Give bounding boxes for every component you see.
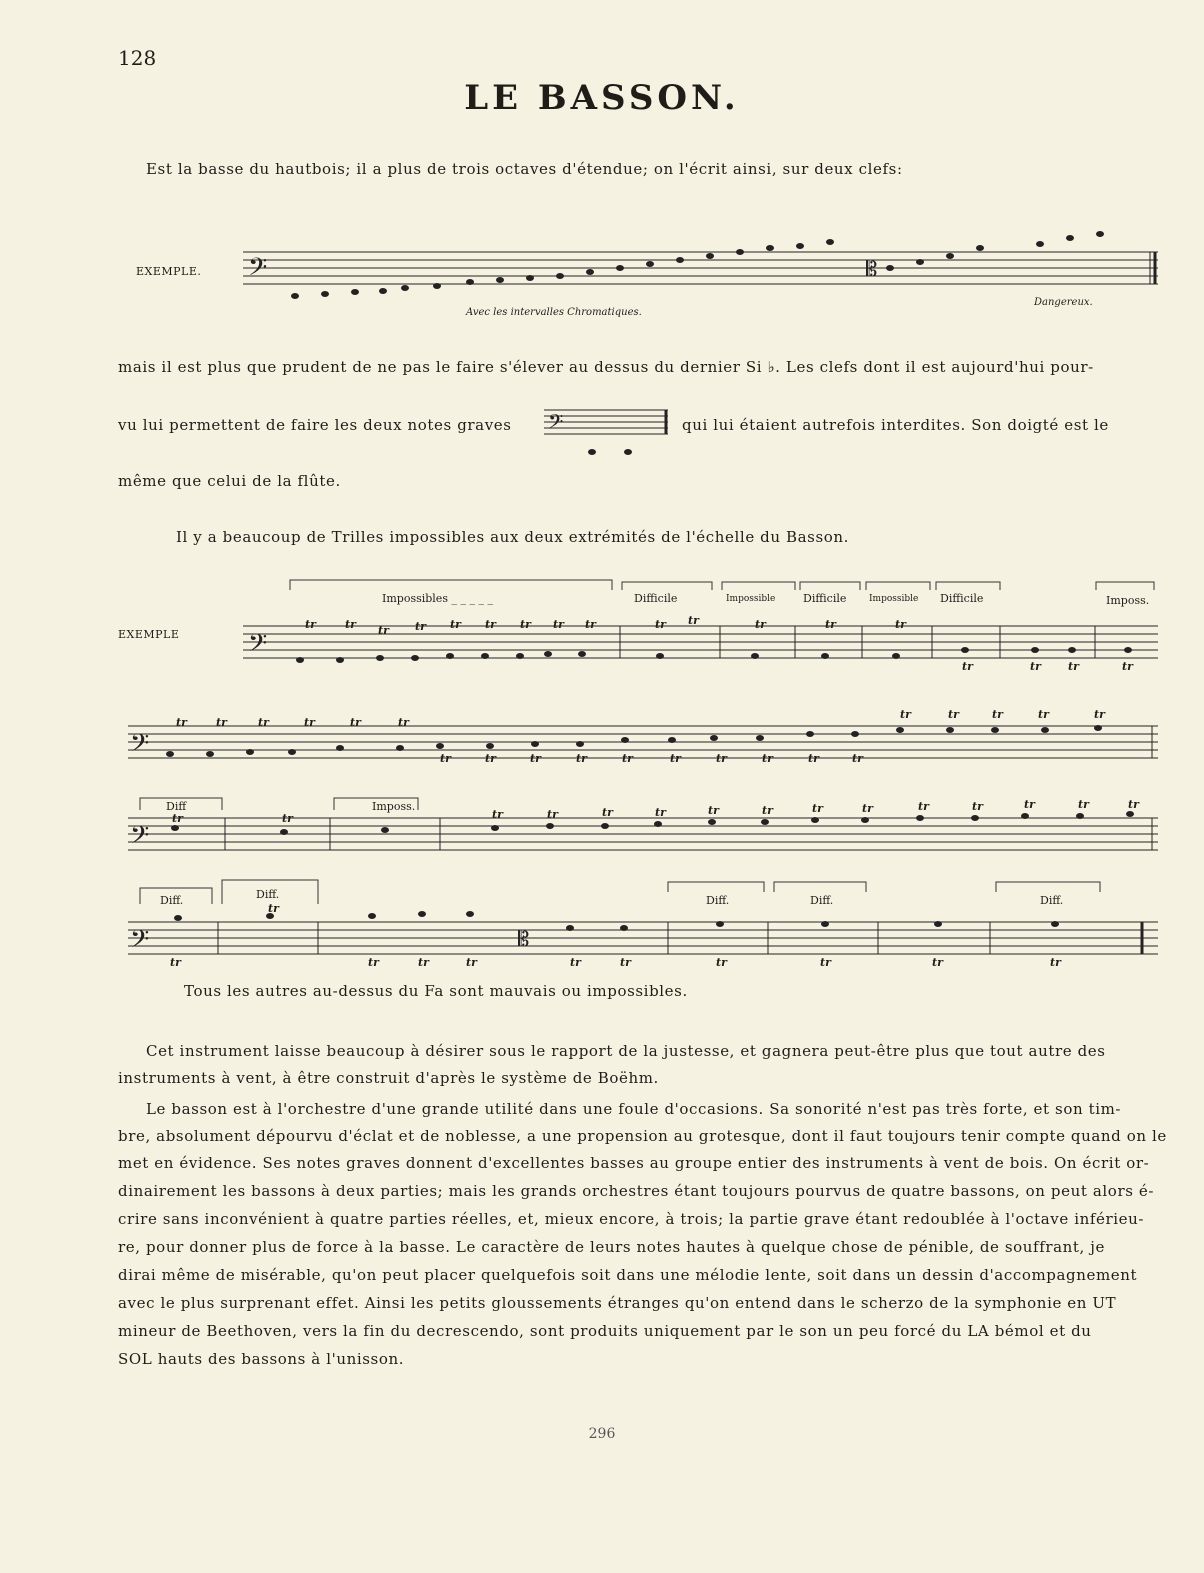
trill-mark: tr — [170, 956, 181, 969]
tenor-clef-2: 𝄡 — [518, 927, 530, 951]
trill-mark: tr — [716, 956, 727, 969]
staff-example1 — [243, 252, 1158, 284]
trill-mark: tr — [1024, 798, 1035, 811]
trill-mark: tr — [282, 812, 293, 825]
body-line: re, pour donner plus de force à la basse. Le caractère de leurs notes hautes à quelque chose de pénible, de souffrant, je — [118, 1238, 1106, 1256]
body-line: crire sans inconvénient à quatre parties réelles, et, mieux encore, à trois; la partie grave étant redoublée à l'octave inférieu- — [118, 1210, 1145, 1228]
body-line: Cet instrument laisse beaucoup à désirer sous le rapport de la justesse, et gagnera peut-être plus que tout autre des — [146, 1042, 1106, 1060]
trill-mark: tr — [762, 752, 773, 765]
trill-mark: tr — [708, 804, 719, 817]
trill-mark: tr — [485, 752, 496, 765]
trill-mark: tr — [812, 802, 823, 815]
trill-mark: tr — [305, 618, 316, 631]
para2-line2b: qui lui étaient autrefois interdites. Son doigté est le — [682, 416, 1109, 434]
trill-mark: tr — [440, 752, 451, 765]
trill-mark: tr — [825, 618, 836, 631]
trill-mark: tr — [418, 956, 429, 969]
trill-mark: tr — [948, 708, 959, 721]
trill-mark: tr — [1128, 798, 1139, 811]
page-title: LE BASSON. — [464, 78, 740, 118]
trill-mark: tr — [268, 902, 279, 915]
trill-mark: tr — [852, 752, 863, 765]
bracket-label-1: Impossibles _ _ _ _ _ — [382, 592, 493, 605]
trill-mark: tr — [450, 618, 461, 631]
body-line: SOL hauts des bassons à l'unisson. — [118, 1350, 405, 1368]
trill-mark: tr — [304, 716, 315, 729]
trill-mark: tr — [1094, 708, 1105, 721]
bracket-label-2: Difficile — [634, 592, 678, 605]
inline-note-2 — [624, 449, 632, 455]
after-trills-text: Tous les autres au-dessus du Fa sont mauvais ou impossibles. — [184, 982, 688, 1000]
trill-mark: tr — [368, 956, 379, 969]
trill-mark: tr — [602, 806, 613, 819]
trill-mark: tr — [258, 716, 269, 729]
trill-mark: tr — [862, 802, 873, 815]
example-label: EXEMPLE. — [136, 265, 202, 278]
bass-clef-inline: 𝄢 — [548, 410, 564, 438]
trill-mark: tr — [350, 716, 361, 729]
trill-mark: tr — [716, 752, 727, 765]
bracket-label-8: Diff — [166, 800, 187, 813]
footer-page-number: 296 — [588, 1426, 616, 1442]
body-line: met en évidence. Ses notes graves donnent d'excellentes basses au groupe entier des instruments à vent de bois. On écrit or- — [118, 1154, 1150, 1172]
bracket-label-3: Impossible — [726, 594, 776, 604]
bracket-label-11: Diff. — [256, 888, 280, 901]
trill-mark: tr — [1050, 956, 1061, 969]
trill-mark: tr — [755, 618, 766, 631]
trill-mark: tr — [1030, 660, 1041, 673]
bracket-label-4: Difficile — [803, 592, 847, 605]
para2-line2a: vu lui permettent de faire les deux notes graves — [118, 416, 512, 434]
intro-text: Est la basse du hautbois; il a plus de trois octaves d'étendue; on l'écrit ainsi, sur deux clefs: — [146, 160, 903, 178]
trill-mark: tr — [547, 808, 558, 821]
bracket-label-6: Difficile — [940, 592, 984, 605]
para2-line1: mais il est plus que prudent de ne pas le faire s'élever au dessus du dernier Si ♭. Les clefs dont il est aujourd'hui pour- — [118, 358, 1094, 376]
inline-note-1 — [588, 449, 596, 455]
trill-mark: tr — [520, 618, 531, 631]
trill-mark: tr — [378, 624, 389, 637]
bass-clef-4: 𝄢 — [130, 821, 150, 856]
tenor-clef-1: 𝄡 — [866, 257, 878, 281]
trill-mark: tr — [485, 618, 496, 631]
bracket-label-9: Imposs. — [372, 800, 416, 813]
trill-mark: tr — [620, 956, 631, 969]
bracket-label-12: Diff. — [706, 894, 730, 907]
trill-mark: tr — [932, 956, 943, 969]
trill-mark: tr — [972, 800, 983, 813]
trill-mark: tr — [808, 752, 819, 765]
trill-mark: tr — [576, 752, 587, 765]
trill-mark: tr — [670, 752, 681, 765]
trill-mark: tr — [216, 716, 227, 729]
bass-clef-1: 𝄢 — [248, 253, 268, 288]
example1-notes — [291, 231, 1104, 299]
trill-mark: tr — [492, 808, 503, 821]
trill-mark: tr — [900, 708, 911, 721]
trill-mark: tr — [176, 716, 187, 729]
trill-mark: tr — [466, 956, 477, 969]
staff-trills-4 — [128, 922, 1158, 954]
bracket-label-7: Imposs. — [1106, 594, 1150, 607]
staff-trills-2 — [128, 726, 1158, 758]
trill-mark: tr — [345, 618, 356, 631]
trill-mark: tr — [530, 752, 541, 765]
trill-notes — [166, 647, 1134, 931]
trill-mark: tr — [415, 620, 426, 633]
bracket-label-13: Diff. — [810, 894, 834, 907]
trill-mark: tr — [398, 716, 409, 729]
trill-mark: tr — [688, 614, 699, 627]
body-line: avec le plus surprenant effet. Ainsi les petits gloussements étranges qu'on entend dans le scherzo de la symphonie en UT — [118, 1294, 1117, 1312]
bracket-label-14: Diff. — [1040, 894, 1064, 907]
trill-mark: tr — [172, 812, 183, 825]
page-number: 128 — [118, 46, 157, 70]
body-line: instruments à vent, à être construit d'après le système de Boëhm. — [118, 1069, 659, 1087]
trill-mark: tr — [553, 618, 564, 631]
body-line: bre, absolument dépourvu d'éclat et de noblesse, a une propension au grotesque, dont il faut toujours tenir compte quand on le — [118, 1127, 1167, 1145]
trill-mark: tr — [655, 618, 666, 631]
trill-mark: tr — [1078, 798, 1089, 811]
dangerous-note: Dangereux. — [1034, 297, 1093, 308]
example2-label: EXEMPLE — [118, 628, 180, 641]
para2-line3: même que celui de la flûte. — [118, 472, 341, 490]
trill-mark: tr — [1068, 660, 1079, 673]
body-line: dirai même de misérable, qu'on peut placer quelquefois soit dans une mélodie lente, soit dans un dessin d'accompagnement — [118, 1266, 1138, 1284]
bass-clef-2: 𝄢 — [248, 629, 268, 664]
bracket-label-5: Impossible — [869, 594, 919, 604]
trill-mark: tr — [820, 956, 831, 969]
bracket-label-10: Diff. — [160, 894, 184, 907]
trill-mark: tr — [655, 806, 666, 819]
trill-mark: tr — [895, 618, 906, 631]
trill-mark: tr — [992, 708, 1003, 721]
trill-mark: tr — [1122, 660, 1133, 673]
trill-mark: tr — [570, 956, 581, 969]
trills-intro: Il y a beaucoup de Trilles impossibles aux deux extrémités de l'échelle du Basson. — [176, 528, 850, 546]
trill-mark: tr — [585, 618, 596, 631]
trill-mark: tr — [1038, 708, 1049, 721]
trill-mark: tr — [962, 660, 973, 673]
trill-mark: tr — [918, 800, 929, 813]
body-line: dinairement les bassons à deux parties; mais les grands orchestres étant toujours pourvus de quatre bassons, on peut alors é- — [118, 1182, 1155, 1200]
trill-mark: tr — [622, 752, 633, 765]
body-line: mineur de Beethoven, vers la fin du decrescendo, sont produits uniquement par le son un peu forcé du LA bémol et du — [118, 1322, 1092, 1340]
trill-mark: tr — [762, 804, 773, 817]
bass-clef-3: 𝄢 — [130, 729, 150, 764]
body-line: Le basson est à l'orchestre d'une grande utilité dans une foule d'occasions. Sa sonorité n'est pas très forte, et son tim- — [146, 1100, 1122, 1118]
bass-clef-5: 𝄢 — [130, 925, 150, 960]
example-caption: Avec les intervalles Chromatiques. — [466, 307, 642, 318]
